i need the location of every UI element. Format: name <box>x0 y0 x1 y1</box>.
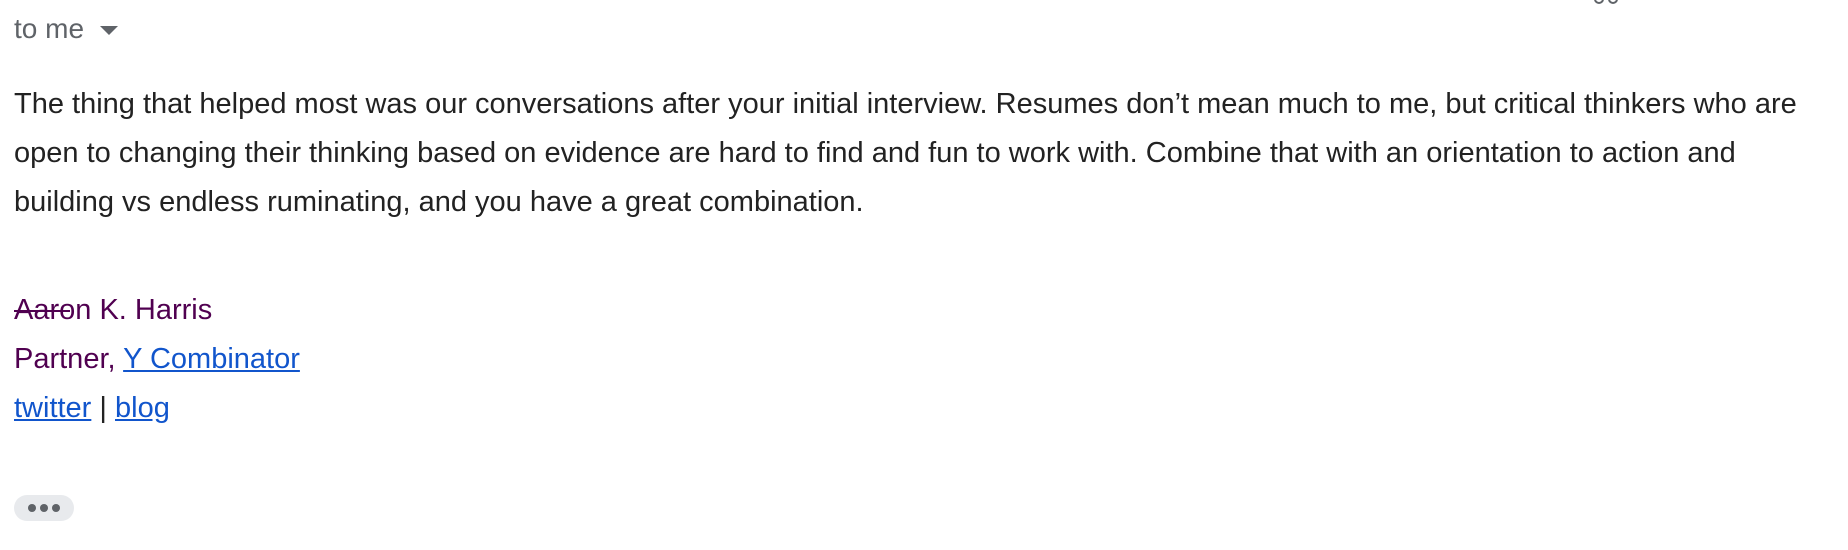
twitter-link[interactable]: twitter <box>14 392 92 424</box>
more-dot-icon <box>40 504 48 512</box>
recipient-row <box>14 12 118 46</box>
signature-name: Aaron K. Harris <box>14 294 213 326</box>
links-separator: | <box>99 392 107 424</box>
recipient-label: to me <box>14 13 85 44</box>
company-link[interactable]: Y Combinator <box>123 343 300 375</box>
show-trimmed-content-button[interactable] <box>14 495 74 521</box>
clipped-icon-right <box>1608 0 1618 4</box>
signature-title-prefix: Partner, <box>14 343 116 375</box>
signature-block <box>14 286 300 433</box>
recipient-details-dropdown-icon[interactable] <box>100 26 118 35</box>
signature-title-line <box>14 335 300 384</box>
more-dot-icon <box>28 504 36 512</box>
more-dot-icon <box>52 504 60 512</box>
clipped-icon-left <box>1594 0 1604 4</box>
clipped-header-icons <box>1594 0 1622 4</box>
message-body <box>14 80 1814 227</box>
message-paragraph: The thing that helped most was our conversations after your initial interview. Resumes don’t mean much to me, but critical thinkers who are open to changing their thinking based on evidence are hard to find and fun to work with. Combine that with an orientation to action and building vs endless ruminating, and you have a great combination. <box>14 88 1797 218</box>
signature-links-line <box>14 384 300 433</box>
blog-link[interactable]: blog <box>115 392 170 424</box>
